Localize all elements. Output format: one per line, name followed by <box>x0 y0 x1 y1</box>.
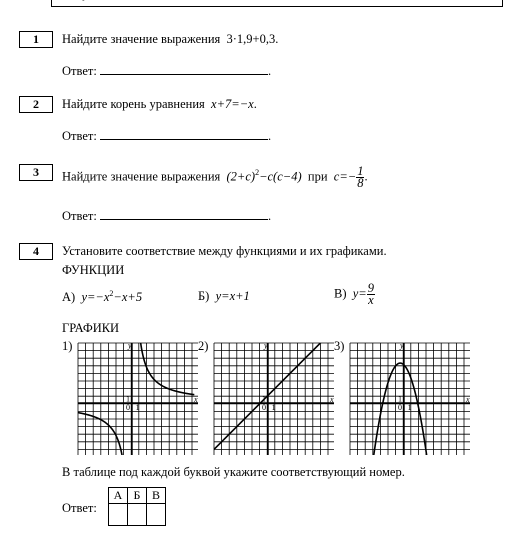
answer-field[interactable] <box>100 208 268 220</box>
task-2-expression: x+7=−x <box>211 97 254 111</box>
task-number-4: 4 <box>19 243 53 260</box>
x-axis-label: x <box>330 395 334 404</box>
graph-3 <box>346 341 474 457</box>
hyperbola-branch-positive <box>139 341 194 395</box>
task-number-1: 1 <box>19 31 53 48</box>
x-axis-label: x <box>194 395 198 404</box>
tick-label-one: 1 <box>126 394 130 404</box>
task-2-question: Найдите корень уравнения x+7=−x. <box>62 97 257 111</box>
table-instruction: В таблице под каждой буквой укажите соответствующий номер. <box>62 465 405 479</box>
tick-label-x-one: 1 <box>135 403 140 412</box>
task-3-answer: Ответ: . <box>62 209 272 223</box>
graph-label-2: 2) <box>198 339 209 353</box>
answer-table <box>108 487 166 526</box>
answer-cell-c[interactable] <box>147 504 166 526</box>
answer-label: Ответ: <box>62 129 97 143</box>
task-1-expression: 3·1,9+0,3 <box>226 32 276 46</box>
option-c-label: В) <box>334 286 347 301</box>
y-axis-label: y <box>264 341 268 350</box>
x-axis-label: x <box>466 395 470 404</box>
answer-cell-b[interactable] <box>128 504 147 526</box>
tick-label-x-one: 1 <box>407 403 412 412</box>
task-3-question: Найдите значение выражения $(2+c)^2-c(c-4)$ при c=− $\frac{1}{8}$ . <box>62 164 368 190</box>
task-3-at: при <box>307 169 328 184</box>
tick-label-zero: 0 <box>262 403 266 412</box>
task-3-expression-left: (2+c) <box>226 169 256 184</box>
answer-label: Ответ: <box>62 209 97 223</box>
answer-field[interactable] <box>100 63 268 75</box>
option-a-exponent: 2 <box>109 289 114 298</box>
option-c-expr: y= <box>352 286 367 301</box>
tick-label-zero: 0 <box>126 403 130 412</box>
answer-table-header-b: Б <box>128 488 147 504</box>
answer-field[interactable] <box>100 128 268 140</box>
tick-label-one: 1 <box>262 394 266 404</box>
function-option-b <box>198 289 250 304</box>
option-a-expr-left: y=−x <box>81 290 110 305</box>
task-3-expression-right: −c(c−4) <box>259 169 302 184</box>
task-number-2: 2 <box>19 96 53 113</box>
graph-2 <box>210 341 338 457</box>
function-option-c <box>334 283 375 306</box>
answer-label: Ответ: <box>62 64 97 78</box>
fraction-numerator: 1 <box>357 164 364 178</box>
option-c-fraction <box>367 283 375 306</box>
tick-label-one: 1 <box>398 394 402 404</box>
graph-label-3: 3) <box>334 339 345 353</box>
y-axis-label: y <box>128 341 132 350</box>
top-note <box>62 0 116 2</box>
answer-table-header-a: А <box>109 488 128 504</box>
answer-table-header-c: В <box>147 488 166 504</box>
task-3-exponent: 2 <box>255 168 260 178</box>
task-2-answer: Ответ: . <box>62 129 272 143</box>
function-option-a <box>62 289 142 305</box>
task-1-text: Найдите значение выражения <box>62 32 221 46</box>
option-b-label: Б) <box>198 289 210 303</box>
task-4-answer-label: Ответ: <box>62 501 97 515</box>
task-3-text: Найдите значение выражения <box>62 169 221 184</box>
y-axis-label: y <box>400 341 404 350</box>
fraction-denominator: x <box>368 293 374 307</box>
task-3-c-equals: c=− <box>333 169 357 184</box>
fraction-numerator: 9 <box>367 281 374 295</box>
task-1-question: Найдите значение выражения 3·1,9+0,3. <box>62 32 279 46</box>
option-b-expr: y=x+1 <box>215 289 250 303</box>
functions-heading: ФУНКЦИИ <box>62 263 125 277</box>
fraction-denominator: 8 <box>357 176 364 190</box>
task-2-text: Найдите корень уравнения <box>62 97 205 111</box>
task-3-fraction <box>356 166 364 189</box>
option-a-expr-right: −x+5 <box>113 290 143 305</box>
task-number-3: 3 <box>19 164 53 181</box>
tick-label-zero: 0 <box>398 403 402 412</box>
tick-label-x-one: 1 <box>271 403 276 412</box>
task-4-question: Установите соответствие между функциями и их графиками. <box>62 244 387 258</box>
task-1-answer: Ответ: . <box>62 64 272 78</box>
graph-label-1: 1) <box>62 339 73 353</box>
graphs-heading: ГРАФИКИ <box>62 321 120 335</box>
option-a-label: А) <box>62 290 76 305</box>
answer-cell-a[interactable] <box>109 504 128 526</box>
graph-1 <box>74 341 202 457</box>
previous-instruction-box <box>51 0 503 7</box>
